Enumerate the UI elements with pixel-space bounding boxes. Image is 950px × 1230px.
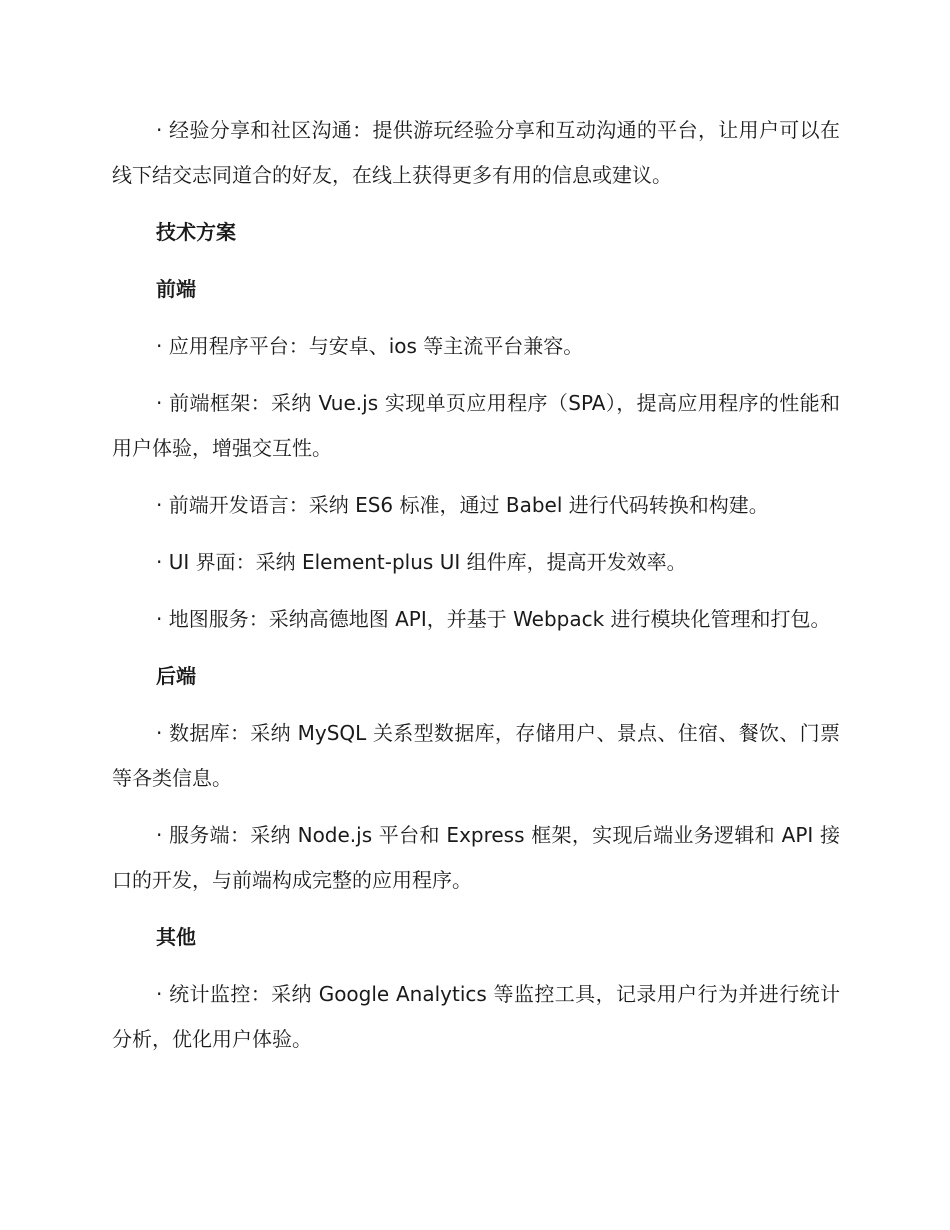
heading-frontend: 前端	[156, 277, 196, 301]
paragraph-ui: · UI 界面：采纳 Element-plus UI 组件库，提高开发效率。	[156, 550, 687, 574]
paragraph-analytics: · 统计监控：采纳 Google Analytics 等监控工具，记录用户行为并进行统计分析，优化用户体验。	[112, 982, 840, 1051]
paragraph-frontend-language: · 前端开发语言：采纳 ES6 标准，通过 Babel 进行代码转换和构建。	[156, 493, 769, 517]
heading-other: 其他	[156, 925, 196, 949]
paragraph-map-service: · 地图服务：采纳高德地图 API，并基于 Webpack 进行模块化管理和打包。	[156, 607, 831, 631]
paragraph-frontend-framework: · 前端框架：采纳 Vue.js 实现单页应用程序（SPA），提高应用程序的性能和用户体验，增强交互性。	[112, 391, 840, 460]
heading-backend: 后端	[156, 664, 196, 688]
paragraph-experience-sharing: · 经验分享和社区沟通：提供游玩经验分享和互动沟通的平台，让用户可以在线下结交志同道合的好友，在线上获得更多有用的信息或建议。	[112, 118, 840, 187]
paragraph-server: · 服务端：采纳 Node.js 平台和 Express 框架，实现后端业务逻辑和 API 接口的开发，与前端构成完整的应用程序。	[112, 823, 840, 892]
paragraph-app-platform: · 应用程序平台：与安卓、ios 等主流平台兼容。	[156, 334, 584, 358]
document-page	[112, 108, 840, 1074]
heading-tech-plan: 技术方案	[156, 220, 236, 244]
paragraph-database: · 数据库：采纳 MySQL 关系型数据库，存储用户、景点、住宿、餐饮、门票等各类信息。	[112, 721, 840, 790]
